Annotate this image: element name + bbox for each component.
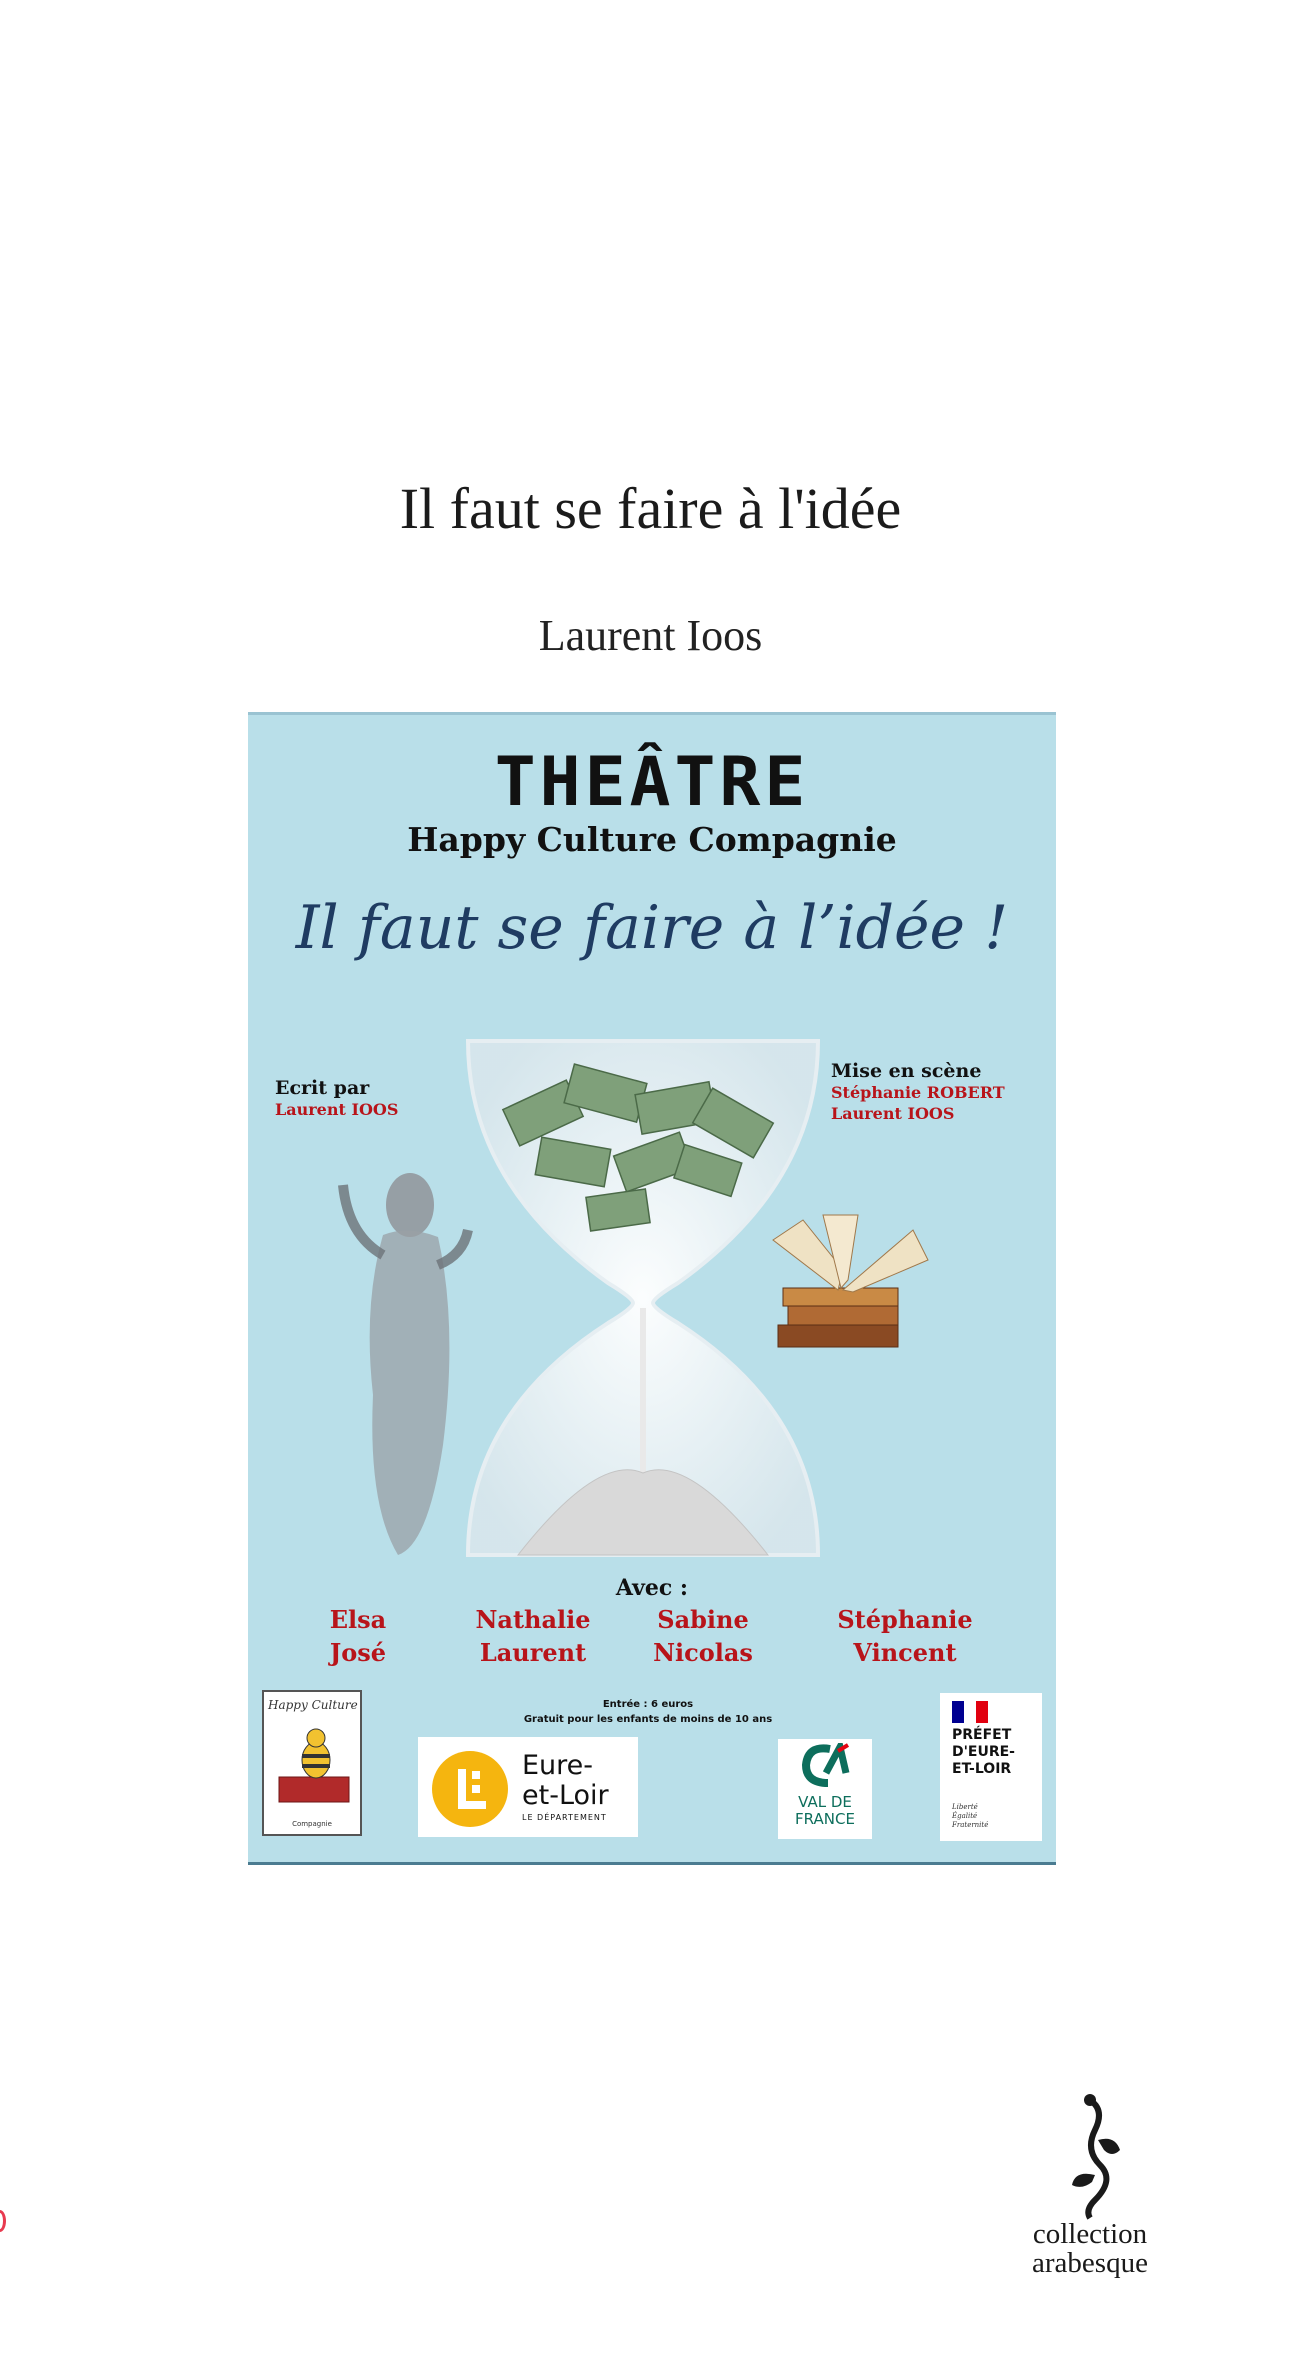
cast-column: [268, 1603, 448, 1669]
prefet-logo: [940, 1693, 1042, 1841]
ghost-figure-illustration: [328, 1145, 478, 1565]
cast-column: [613, 1603, 793, 1669]
poster-heading: THEÂTRE: [494, 743, 810, 822]
bee-on-book-icon: [274, 1722, 354, 1812]
books-illustration: [763, 1210, 933, 1370]
cast-name: Stéphanie: [837, 1605, 973, 1634]
eure-logo-sub: LE DÉPARTEMENT: [522, 1813, 607, 1822]
staging-name-2: Laurent IOOS: [831, 1104, 955, 1123]
publisher-line1: collection: [1032, 2218, 1148, 2250]
republique-flag-icon: [952, 1701, 988, 1723]
edge-mark: [0, 2210, 6, 2232]
publisher-logo: [1010, 2220, 1170, 2278]
poster-play-title: Il faut se faire à l’idée !: [295, 893, 1009, 963]
cast-name: Elsa: [329, 1605, 387, 1634]
book-title: Il faut se faire à l'idée: [399, 476, 902, 541]
cast-name: José: [329, 1638, 387, 1667]
cast-name: Vincent: [853, 1638, 957, 1667]
eure-logo-line1: Eure-: [522, 1750, 594, 1781]
eure-et-loir-icon: [430, 1749, 510, 1829]
credit-agricole-logo: [778, 1739, 872, 1839]
cast-name: Sabine: [657, 1605, 749, 1634]
ca-logo-line1: VAL DE: [798, 1793, 852, 1811]
written-credit: [275, 1077, 398, 1120]
happy-culture-logo-text: Happy Culture: [268, 1698, 358, 1712]
cast-column: [443, 1603, 623, 1669]
cast-name: Nathalie: [475, 1605, 591, 1634]
prefet-motto: Fraternité: [952, 1821, 989, 1829]
entry-price: Entrée : 6 euros: [602, 1699, 694, 1710]
prefet-motto: Liberté: [952, 1803, 978, 1811]
written-label: Ecrit par: [275, 1077, 370, 1099]
poster-company: Happy Culture Compagnie: [407, 820, 897, 859]
arabesque-ornament-icon: [1060, 2090, 1130, 2220]
credit-agricole-icon: [800, 1743, 850, 1791]
prefet-line: PRÉFET: [952, 1727, 1012, 1743]
prefet-motto: Égalité: [952, 1812, 978, 1820]
publisher-line2: arabesque: [1032, 2247, 1148, 2279]
eure-et-loir-logo: [418, 1737, 638, 1837]
cast-name: Nicolas: [653, 1638, 753, 1667]
cast-label: Avec :: [615, 1575, 689, 1601]
cover-poster: [248, 712, 1056, 1865]
cast-column: [815, 1603, 995, 1669]
prefet-line: D'EURE-: [952, 1744, 1015, 1760]
entry-free: Gratuit pour les enfants de moins de 10 ans: [523, 1714, 773, 1725]
happy-culture-logo: [262, 1690, 362, 1836]
ca-logo-line2: FRANCE: [795, 1810, 855, 1828]
staging-credit: [831, 1060, 1005, 1124]
prefet-line: ET-LOIR: [952, 1761, 1012, 1777]
cast-name: Laurent: [479, 1638, 587, 1667]
staging-label: Mise en scène: [831, 1060, 982, 1082]
staging-name-1: Stéphanie ROBERT: [831, 1083, 1005, 1102]
written-name: Laurent IOOS: [275, 1100, 399, 1119]
entry-info: [488, 1697, 808, 1727]
book-author: Laurent Ioos: [538, 611, 763, 660]
happy-culture-logo-sub: Compagnie: [292, 1820, 332, 1828]
eure-logo-line2: et-Loir: [522, 1780, 609, 1811]
